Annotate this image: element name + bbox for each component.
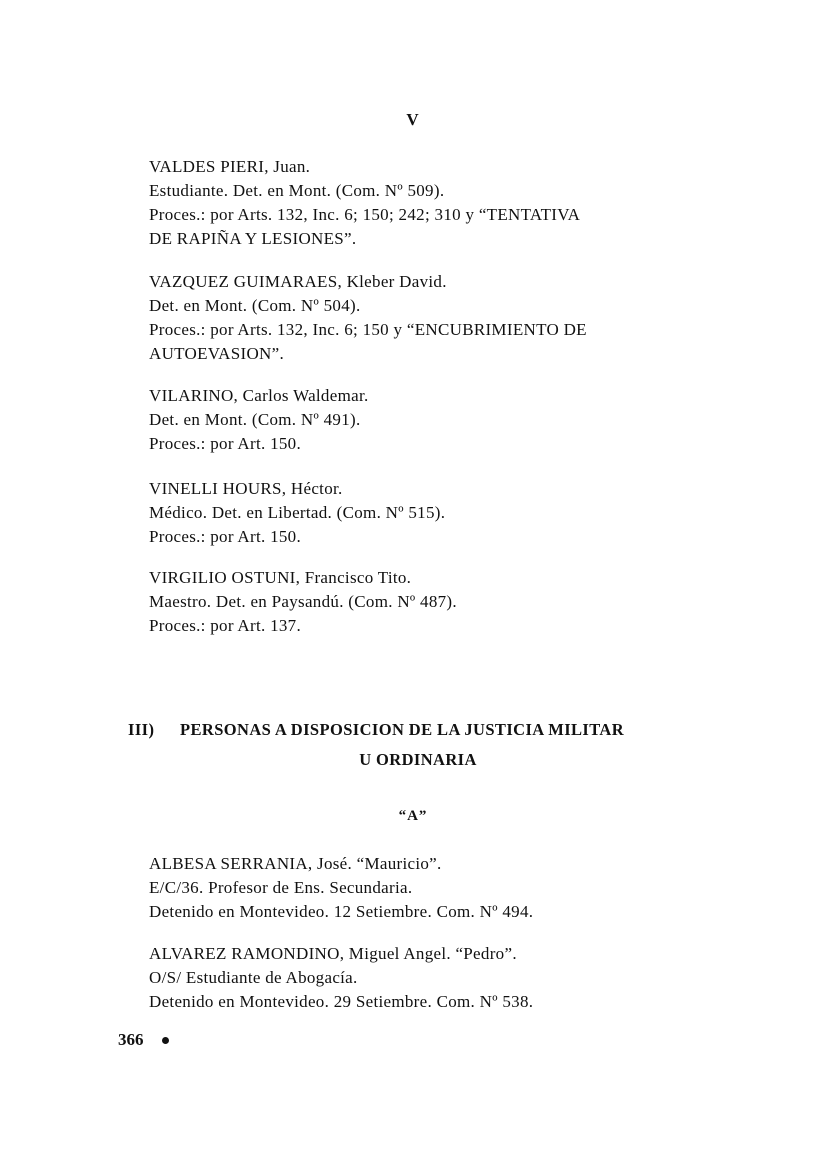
subsection-letter-a: “A” <box>398 808 428 824</box>
entry-detail-line: Proces.: por Arts. 132, Inc. 6; 150 y “ENCUBRIMIENTO DE <box>149 320 587 339</box>
entry-detail-line: AUTOEVASION”. <box>149 344 285 363</box>
entry-name-line: ALBESA SERRANIA, José. “Mauricio”. <box>149 854 442 873</box>
entry-virgilio-ostuni <box>149 566 709 638</box>
entry-name-line: VIRGILIO OSTUNI, Francisco Tito. <box>149 568 412 587</box>
section-heading <box>128 715 708 775</box>
entry-detail-line: Det. en Mont. (Com. Nº 491). <box>149 410 361 429</box>
entry-detail-line: Detenido en Montevideo. 29 Setiembre. Com. Nº 538. <box>149 992 534 1011</box>
entry-name-line: ALVAREZ RAMONDINO, Miguel Angel. “Pedro”. <box>149 944 517 963</box>
section-marker: III) <box>128 720 155 739</box>
entry-name-line: VINELLI HOURS, Héctor. <box>149 479 343 498</box>
entry-detail-line: DE RAPIÑA Y LESIONES”. <box>149 229 357 248</box>
entry-vazquez-guimaraes <box>149 270 709 366</box>
entry-vilarino <box>149 384 709 456</box>
entry-detail-line: Maestro. Det. en Paysandú. (Com. Nº 487). <box>149 592 457 611</box>
entry-detail-line: Detenido en Montevideo. 12 Setiembre. Com. Nº 494. <box>149 902 534 921</box>
entry-albesa-serrania <box>149 852 709 924</box>
bullet-icon <box>162 1037 169 1044</box>
entry-detail-line: E/C/36. Profesor de Ens. Secundaria. <box>149 878 413 897</box>
page-footer <box>118 1030 169 1050</box>
entry-detail-line: Proces.: por Arts. 132, Inc. 6; 150; 242; 310 y “TENTATIVA <box>149 205 581 224</box>
entry-detail-line: O/S/ Estudiante de Abogacía. <box>149 968 358 987</box>
entry-alvarez-ramondino <box>149 942 709 1014</box>
entry-name-line: VILARINO, Carlos Waldemar. <box>149 386 369 405</box>
entry-detail-line: Det. en Mont. (Com. Nº 504). <box>149 296 361 315</box>
entry-detail-line: Estudiante. Det. en Mont. (Com. Nº 509). <box>149 181 445 200</box>
section-title-line1: PERSONAS A DISPOSICION DE LA JUSTICIA MILITAR <box>180 720 625 739</box>
entry-name-line: VAZQUEZ GUIMARAES, Kleber David. <box>149 272 447 291</box>
entry-detail-line: Proces.: por Art. 137. <box>149 616 302 635</box>
entry-name-line: VALDES PIERI, Juan. <box>149 157 311 176</box>
entry-detail-line: Proces.: por Art. 150. <box>149 527 302 546</box>
entry-detail-line: Médico. Det. en Libertad. (Com. Nº 515). <box>149 503 446 522</box>
page-number: 366 <box>118 1030 144 1049</box>
entry-detail-line: Proces.: por Art. 150. <box>149 434 302 453</box>
section-letter-v: V <box>406 110 420 129</box>
section-title-line2: U ORDINARIA <box>359 750 477 769</box>
entry-vinelli-hours <box>149 477 709 549</box>
entry-valdes-pieri <box>149 155 709 251</box>
